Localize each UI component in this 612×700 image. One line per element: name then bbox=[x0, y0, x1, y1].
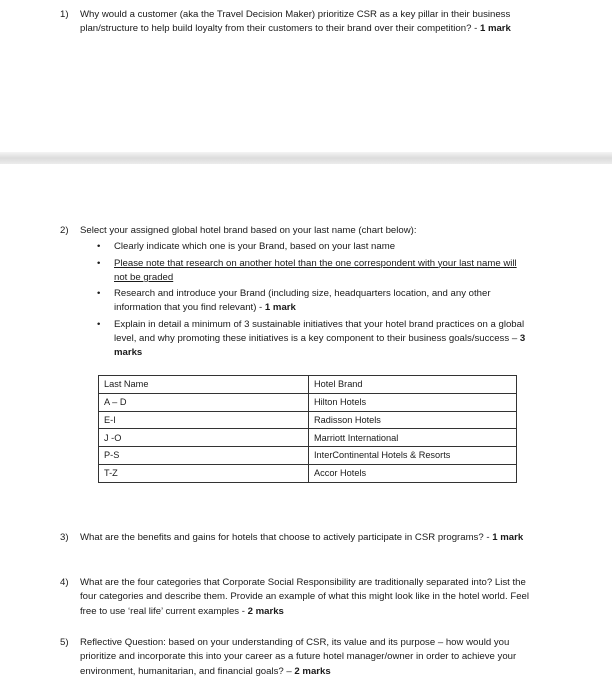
table-cell: A – D bbox=[99, 393, 309, 411]
question-2-number: 2) bbox=[60, 225, 69, 236]
table-cell: Radisson Hotels bbox=[309, 411, 517, 429]
question-4-number: 4) bbox=[60, 577, 69, 588]
question-3-marks: 1 mark bbox=[492, 532, 524, 543]
table-row bbox=[99, 464, 517, 482]
list-item: • Please note that research on another hotel than the one correspondent with your last name will not be graded bbox=[97, 257, 517, 283]
table-cell: T-Z bbox=[99, 464, 309, 482]
question-3-text: What are the benefits and gains for hotels that choose to actively participate in CSR programs? - 1 mark bbox=[80, 532, 524, 543]
bullet-marks: 3 marks bbox=[114, 333, 526, 359]
bullet-icon: • bbox=[97, 257, 101, 269]
question-5 bbox=[60, 636, 540, 679]
table-cell: J -O bbox=[99, 429, 309, 447]
bullet-icon: • bbox=[97, 318, 101, 330]
question-5-marks: 2 marks bbox=[294, 665, 331, 677]
table-row bbox=[99, 393, 517, 411]
question-5-number: 5) bbox=[60, 637, 69, 648]
table-cell: InterContinental Hotels & Resorts bbox=[309, 447, 517, 465]
question-5-text: Reflective Question: based on your understanding of CSR, its value and its purpose – how would you prioritize and incorporate this into your career as a future hotel manager/owner in order to achieve your environment, humanitarian, and financial goals? – 2 marks bbox=[80, 637, 517, 677]
question-4-text: What are the four categories that Corporate Social Responsibility are traditionally separated into? List the four categories and describe them. Provide an example of what this might look like in the hotel world. Feel free to use ‘real life’ current examples - 2 marks bbox=[80, 577, 530, 617]
question-2 bbox=[60, 224, 530, 363]
table-cell: P-S bbox=[99, 447, 309, 465]
table-row bbox=[99, 447, 517, 465]
question-2-bullet-list bbox=[60, 240, 530, 360]
bullet-icon: • bbox=[97, 241, 101, 253]
page-break-divider bbox=[0, 152, 612, 164]
table-row bbox=[99, 411, 517, 429]
bullet-icon: • bbox=[97, 288, 101, 300]
list-item: • Clearly indicate which one is your Brand, based on your last name bbox=[114, 240, 530, 254]
table-cell: Hilton Hotels bbox=[309, 393, 517, 411]
question-1-text: Why would a customer (aka the Travel Decision Maker) prioritize CSR as a key pillar in their business plan/structure to help build loyalty from their customers to their brand over their competition? - 1 mark bbox=[80, 9, 511, 35]
list-item: • Explain in detail a minimum of 3 sustainable initiatives that your hotel brand practices on a global level, and why promoting these initiatives is a key component to their business goals/success – 3 marks bbox=[97, 318, 526, 359]
list-item: • Research and introduce your Brand (including size, headquarters location, and any other information that you find relevant) - 1 mark bbox=[97, 288, 491, 314]
column-header-last-name: Last Name bbox=[99, 376, 309, 394]
question-4-marks: 2 marks bbox=[247, 605, 284, 617]
question-3-number: 3) bbox=[60, 532, 69, 543]
hotel-brand-table bbox=[98, 375, 517, 483]
bullet-marks: 1 mark bbox=[264, 302, 296, 314]
question-1-number: 1) bbox=[60, 9, 69, 20]
question-1 bbox=[60, 8, 540, 37]
table-row bbox=[99, 429, 517, 447]
question-2-text: Select your assigned global hotel brand based on your last name (chart below): bbox=[80, 225, 417, 236]
question-1-marks: 1 mark bbox=[479, 23, 511, 35]
table-header-row bbox=[99, 376, 517, 394]
question-4 bbox=[60, 576, 540, 619]
question-3 bbox=[60, 531, 540, 545]
table-cell: Accor Hotels bbox=[309, 464, 517, 482]
table-cell: Marriott International bbox=[309, 429, 517, 447]
table-cell: E-I bbox=[99, 411, 309, 429]
column-header-hotel-brand: Hotel Brand bbox=[309, 376, 517, 394]
